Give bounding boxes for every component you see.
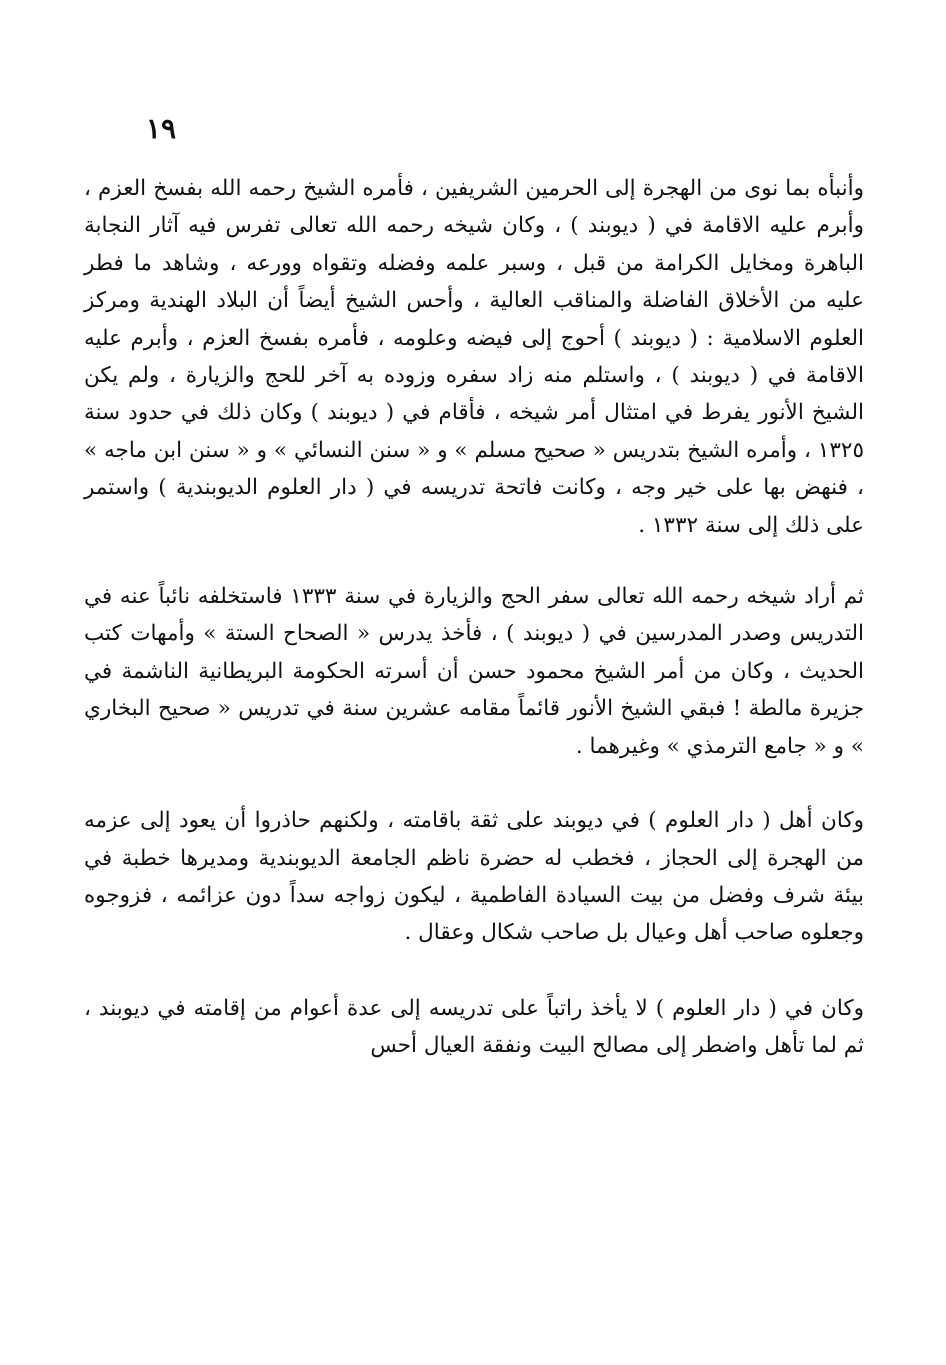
paragraph-4: وكان في ( دار العلوم ) لا يأخذ راتباً على تدريسه إلى عدة أعوام من إقامته في ديوبند ، ثم لما تأهل واضطر إلى مصالح البيت ونفقة العيال أحس [84,995,864,1059]
paragraph-1: وأنبأه بما نوى من الهجرة إلى الحرمين الشريفين ، فأمره الشيخ رحمه الله بفسخ العزم ، وأبرم عليه الاقامة في ( ديوبند ) ، وكان شيخه رحمه الله تعالى تفرس فيه آثار النجابة الباهرة ومخايل الكرامة من قبل ، وسبر علمه وفضله وتقواه وورعه ، وشاهد ما فطر عليه من الأخلاق الفاضلة والمناقب العالية ، وأحس الشيخ أيضاً أن البلاد الهندية ومركز العلوم الاسلامية : ( ديوبند ) أحوج إلى فيضه وعلومه ، فأمره بفسخ العزم ، وأبرم عليه الاقامة في ( ديوبند ) ، واستلم منه زاد سفره وزوده به آخر للحج والزيارة ، ولم يكن الشيخ الأنور يفرط في امتثال أمر شيخه ، فأقام في ( ديوبند ) وكان ذلك في حدود سنة ١٣٢٥ ، وأمره الشيخ بتدريس « صحيح مسلم » و « سنن النسائي » و « سنن ابن ماجه » ، فنهض بها على خير وجه ، وكانت فاتحة تدريسه في ( دار العلوم الديوبندية ) واستمر على ذلك إلى سنة ١٣٣٢ . [84,176,864,538]
page-number: ١٩ [145,112,176,145]
paragraph-3: وكان أهل ( دار العلوم ) في ديوبند على ثقة باقامته ، ولكنهم حاذروا أن يعود إلى عزمه من الهجرة إلى الحجاز ، فخطب له حضرة ناظم الجامعة الديوبندية ومديرها خطبة في بيئة شرف وفضل من بيت السيادة الفاطمية ، ليكون زواجه سداً دون عزائمه ، فزوجوه وجعلوه صاحب أهل وعيال بل صاحب شكال وعقال . [84,808,864,946]
body-text [84,170,864,1065]
paragraph-2: ثم أراد شيخه رحمه الله تعالى سفر الحج والزيارة في سنة ١٣٣٣ فاستخلفه نائباً عنه في التدريس وصدر المدرسين في ( ديوبند ) ، فأخذ يدرس « الصحاح الستة » وأمهات كتب الحديث ، وكان من أمر الشيخ محمود حسن أن أسرته الحكومة البريطانية الناشمة في جزيرة مالطة ! فبقي الشيخ الأنور قائماً مقامه عشرين سنة في تدريس « صحيح البخاري » و « جامع الترمذي » وغيرهما . [84,584,865,759]
